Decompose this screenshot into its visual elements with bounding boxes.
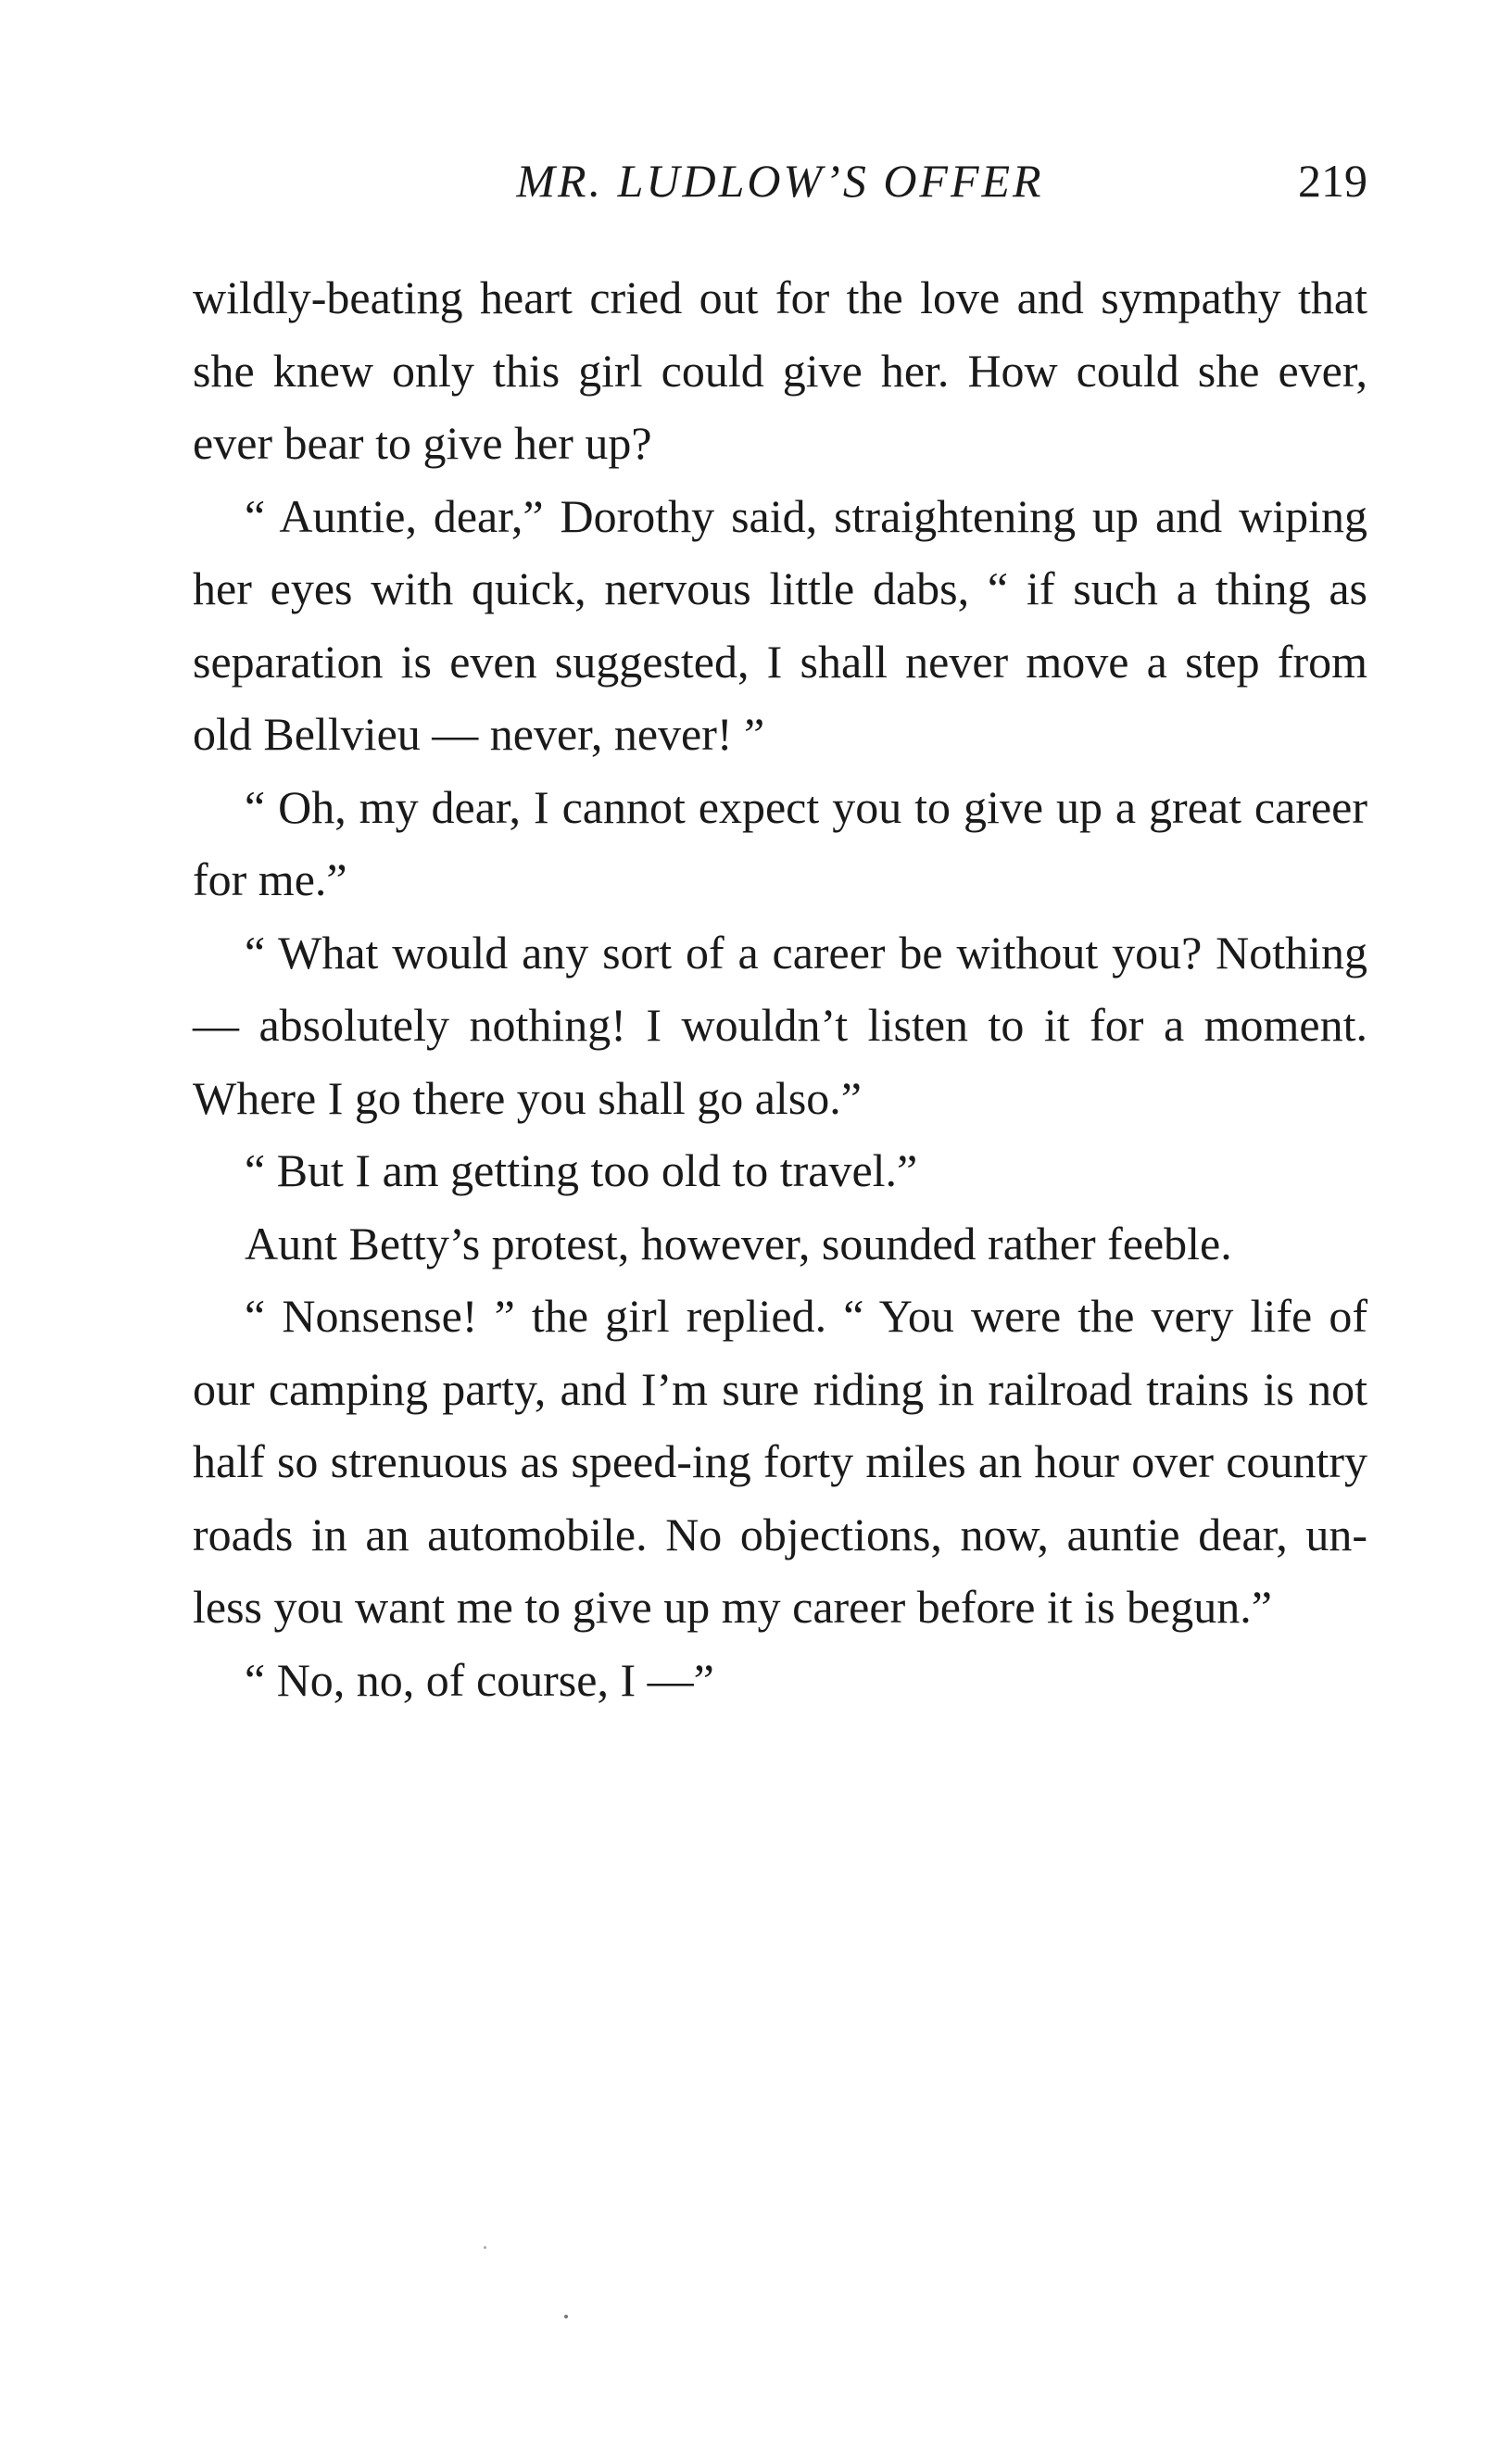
paragraph-too-old: “ But I am getting too old to travel.” (245, 1144, 918, 1196)
paragraph-protest: Aunt Betty’s protest, however, sounded rather feeble. (245, 1217, 1232, 1269)
paragraph-aunt-career: “ Oh, my dear, I cannot expect you to give up a great career for me.” (193, 780, 1367, 905)
paragraph-continuation: wildly-beating heart cried out for the love and sympathy that she knew only this girl could give her. How could she ever, ever bear to give her up? (193, 272, 1367, 469)
paragraph-no-no: “ No, no, of course, I —” (245, 1653, 714, 1706)
paper-speck (484, 2246, 486, 2249)
paragraph-dorothy-reply: “ Auntie, dear,” Dorothy said, straightening up and wiping her eyes with quick, nervous little dabs, “ if such a thing as separation is even suggested, I shall never move a step from old Bellvieu — never, never! ” (193, 489, 1367, 760)
running-head: MR. LUDLOW’S OFFER (516, 155, 1044, 207)
page-number: 219 (1298, 155, 1367, 207)
page-body (193, 261, 1367, 1716)
page-header (193, 148, 1367, 213)
paper-speck (564, 2315, 568, 2318)
paragraph-what-would-career: “ What would any sort of a career be without you? Nothing — absolutely nothing! I wouldn’t listen to it for a moment. Where I go there you shall go also.” (193, 926, 1367, 1124)
paragraph-nonsense: “ Nonsense! ” the girl replied. “ You were the very life of our camping party, and I’m sure riding in railroad trains is not half so strenuous as speed-ing forty miles an hour over country roads in an automobile. No objections, now, auntie dear, un-less you want me to give up my career before it is begun.” (193, 1290, 1367, 1633)
